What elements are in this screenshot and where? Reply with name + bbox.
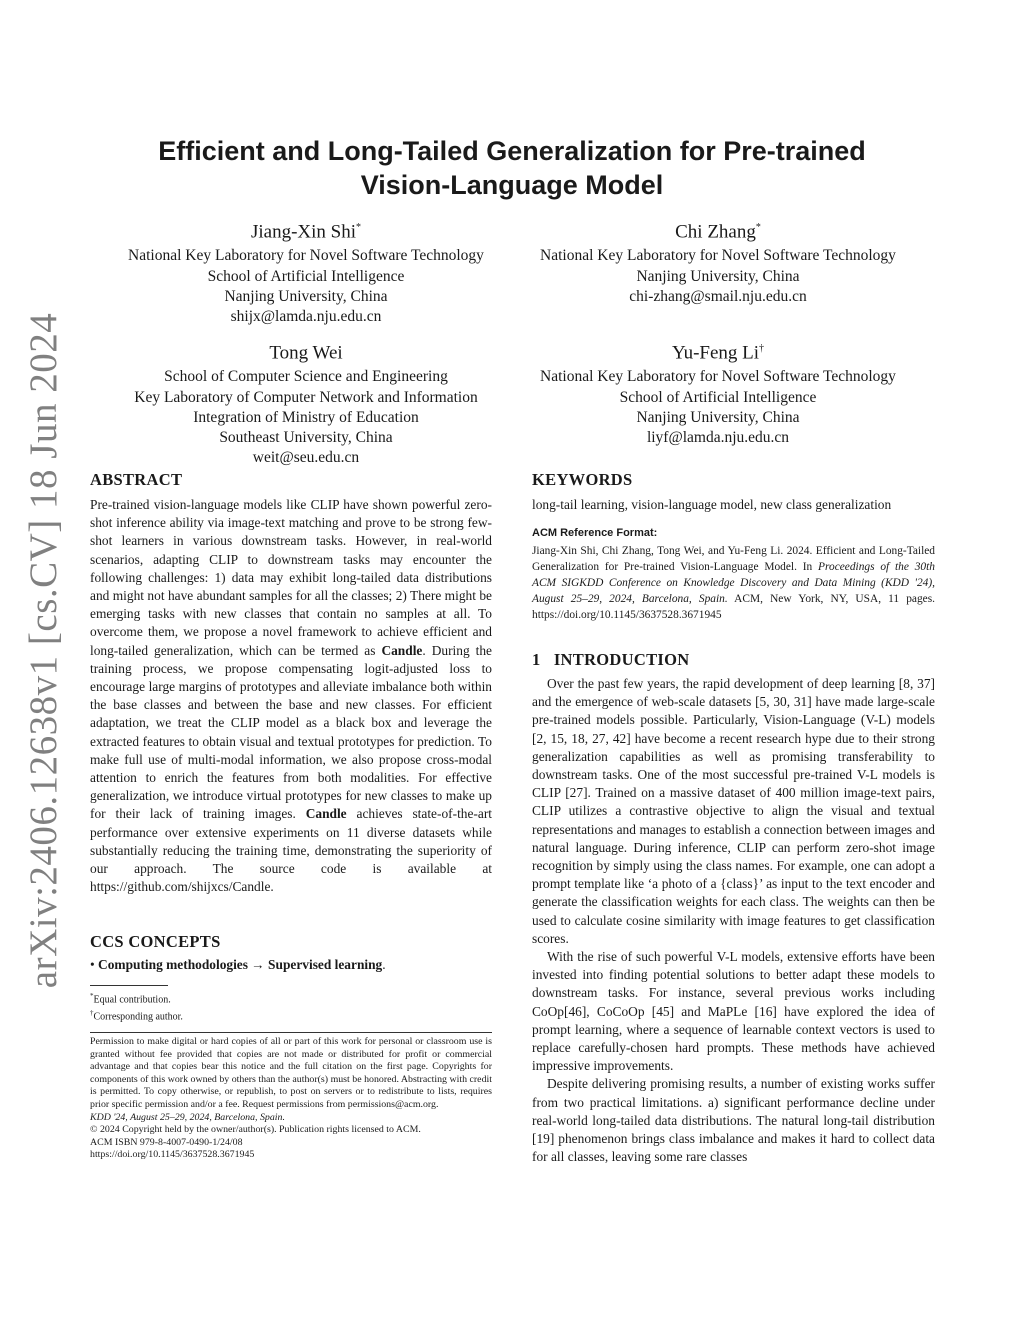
author-mark: *	[356, 222, 362, 233]
abstract-paragraph: Pre-trained vision-language models like CLIP have shown powerful zero-shot inference ability via image-text matching and prove to be strong few-shot learners in various downstream tasks. However, in real-world scenarios, adapting CLIP to downstream tasks may encounter the following challenges: 1) data may exhibit long-tailed data distributions and might not have abundant samples for all the classes; 2) There might be emerging tasks with new classes that contain no samples at all. To overcome them, we propose a novel framework to achieve efficient and long-tailed generalization, which can be termed as Candle. During the training process, we propose compensating logit-adjusted loss to encourage large margins of prototypes and alleviate imbalance both within the base classes and between the base and new classes. For efficient adaptation, we treat the CLIP model as a black box and leverage the extracted features to obtain visual and textual prototypes for prediction. To make full use of multi-modal information, we also propose cross-modal attention to enrich the features from both modalities. For effective generalization, we introduce virtual prototypes for new classes to make up for their lack of training images. Candle achieves state-of-the-art performance over extensive experiments on 11 diverse datasets while substantially reducing the training time, demonstrating the superiority of our approach. The source code is available at https://github.com/shijxcs/Candle.	[90, 497, 493, 895]
intro-paragraph: Despite delivering promising results, a number of existing works suffer from two practical limitations. a) significant performance decline under real-world long-tailed data distributions. The natural long-tail distribution [19] phenomenon brings class imbalance and makes it hard to collect data for all classes, leaving some rare classes	[532, 1076, 935, 1165]
introduction-heading: 1 INTRODUCTION	[532, 650, 690, 669]
author-affiliation-line: Nanjing University, China	[224, 287, 388, 305]
venue-line: KDD '24, August 25–29, 2024, Barcelona, Spain.	[90, 1111, 285, 1123]
method-name: Candle	[381, 642, 423, 658]
permission-block	[90, 1036, 492, 1162]
paper-title	[90, 134, 934, 202]
author-name: Chi Zhang*	[675, 221, 761, 243]
acm-reference-heading: ACM Reference Format:	[532, 527, 658, 539]
footnotes	[90, 990, 492, 1023]
author-affiliation-line: School of Computer Science and Engineering	[164, 368, 448, 386]
abstract-body	[90, 496, 492, 896]
author-affiliation-line: Southeast University, China	[219, 428, 393, 446]
introduction-body	[532, 675, 935, 1166]
footnote-corresponding: †Corresponding author.	[90, 1008, 183, 1022]
author-email: shijx@lamda.nju.edu.cn	[230, 307, 382, 325]
author-name: Tong Wei	[269, 342, 343, 364]
doi-link[interactable]: https://doi.org/10.1145/3637528.3671945	[90, 1149, 255, 1161]
acm-reference-body: Jiang-Xin Shi, Chi Zhang, Tong Wei, and Yu-Feng Li. 2024. Efficient and Long-Tailed Generalization for Pre-trained Vision-Language Model. In Proceedings of the 30th ACM SIGKDD Conference on Knowledge Discovery and Data Mining (KDD '24), August 25–29, 2024, Barcelona, Spain. ACM, New York, NY, USA, 11 pages. https://doi.org/10.1145/3637528.3671945	[532, 545, 935, 621]
author-affiliation-line: Nanjing University, China	[636, 408, 800, 426]
ccs-concepts: • Computing methodologies → Supervised learning.	[90, 957, 386, 972]
author-affiliation-line: National Key Laboratory for Novel Software Technology	[128, 247, 484, 265]
keywords-heading: KEYWORDS	[532, 470, 633, 489]
author-block	[513, 337, 923, 448]
intro-paragraph: Over the past few years, the rapid development of deep learning [8, 37] and the emergence of web-scale datasets [5, 30, 31] have made large-scale pre-trained models possible. Particularly, Vision-Language (V-L) models [2, 15, 18, 27, 42] have become a recent research hype due to their strong generalization capabilities as well as promising transferability to downstream tasks. One of the most successful pre-trained V-L models is CLIP [27]. Trained on a massive dataset of 400 million image-text pairs, CLIP utilizes a contrastive objective to align the visual and textual representations and manages to establish a connection between images and natural language. During inference, CLIP can perform zero-shot image recognition by simply using the class names. For example, one can adopt a prompt template like ‘a photo of a {class}’ as input to the text encoder and generate the classification weights for each class. The weights can then be used to calculate cosine similarity with image features to get classification scores.	[532, 676, 935, 946]
isbn-line: ACM ISBN 979-8-4007-0490-1/24/08	[90, 1136, 243, 1148]
arxiv-identifier: arXiv:2406.12638v1 [cs.CV] 18 Jun 2024	[22, 312, 66, 988]
author-affiliation-line: Key Laboratory of Computer Network and Information	[134, 388, 478, 406]
footnote-equal: *Equal contribution.	[90, 992, 171, 1006]
author-mark: †	[759, 343, 765, 354]
ccs-concept: Computing methodologies → Supervised learning	[98, 957, 383, 972]
keywords-list: long-tail learning, vision-language model, new class generalization	[532, 497, 892, 512]
author-block	[101, 337, 511, 468]
abstract-heading: ABSTRACT	[90, 470, 183, 489]
author-email: liyf@lamda.nju.edu.cn	[646, 428, 790, 446]
author-affiliation-line: School of Artificial Intelligence	[619, 388, 817, 406]
author-affiliation-line: National Key Laboratory for Novel Software Technology	[540, 247, 896, 265]
author-affiliation-line: Integration of Ministry of Education	[193, 408, 419, 426]
arxiv-stamp	[14, 312, 74, 988]
author-name: Jiang-Xin Shi*	[250, 221, 362, 243]
ccs-heading: CCS CONCEPTS	[90, 932, 221, 951]
author-email: weit@seu.edu.cn	[252, 449, 360, 467]
copyright-line: © 2024 Copyright held by the owner/author(s). Publication rights licensed to ACM.	[90, 1124, 421, 1136]
title-line-2: Vision-Language Model	[360, 170, 664, 200]
title-line-1: Efficient and Long-Tailed Generalization for Pre-trained	[158, 136, 866, 166]
intro-paragraph: With the rise of such powerful V-L models, extensive efforts have been invested into finding potential solutions to better adapt these models to downstream tasks. For instance, several previous works including CoOp[46], CoCoOp [45] and MaPLe [16] have explored the idea of prompt learning, where a sequence of learnable context vectors is used to replace carefully-chosen hard prompts. These methods have achieved impressive improvements.	[532, 949, 935, 1074]
author-affiliation-line: National Key Laboratory for Novel Software Technology	[540, 368, 896, 386]
author-block	[513, 216, 923, 307]
permission-notice: Permission to make digital or hard copies of all or part of this work for personal or classroom use is granted without fee provided that copies are not made or distributed for profit or commercial advantage and that copies bear this notice and the full citation on the first page. Copyrights for components of this work owned by others than the author(s) must be honored. Abstracting with credit is permitted. To copy otherwise, or republish, to post on servers or to redistribute to lists, requires prior specific permission and/or a fee. Request permissions from permissions@acm.org.	[90, 1036, 492, 1110]
author-mark: *	[755, 222, 761, 233]
author-block	[101, 216, 511, 327]
method-name: Candle	[305, 806, 347, 822]
author-affiliation-line: Nanjing University, China	[636, 267, 800, 285]
author-email: chi-zhang@smail.nju.edu.cn	[629, 287, 807, 305]
permission-rule	[90, 1032, 492, 1033]
author-affiliation-line: School of Artificial Intelligence	[207, 267, 405, 285]
footnote-rule	[90, 985, 168, 986]
author-name: Yu-Feng Li†	[671, 342, 765, 364]
